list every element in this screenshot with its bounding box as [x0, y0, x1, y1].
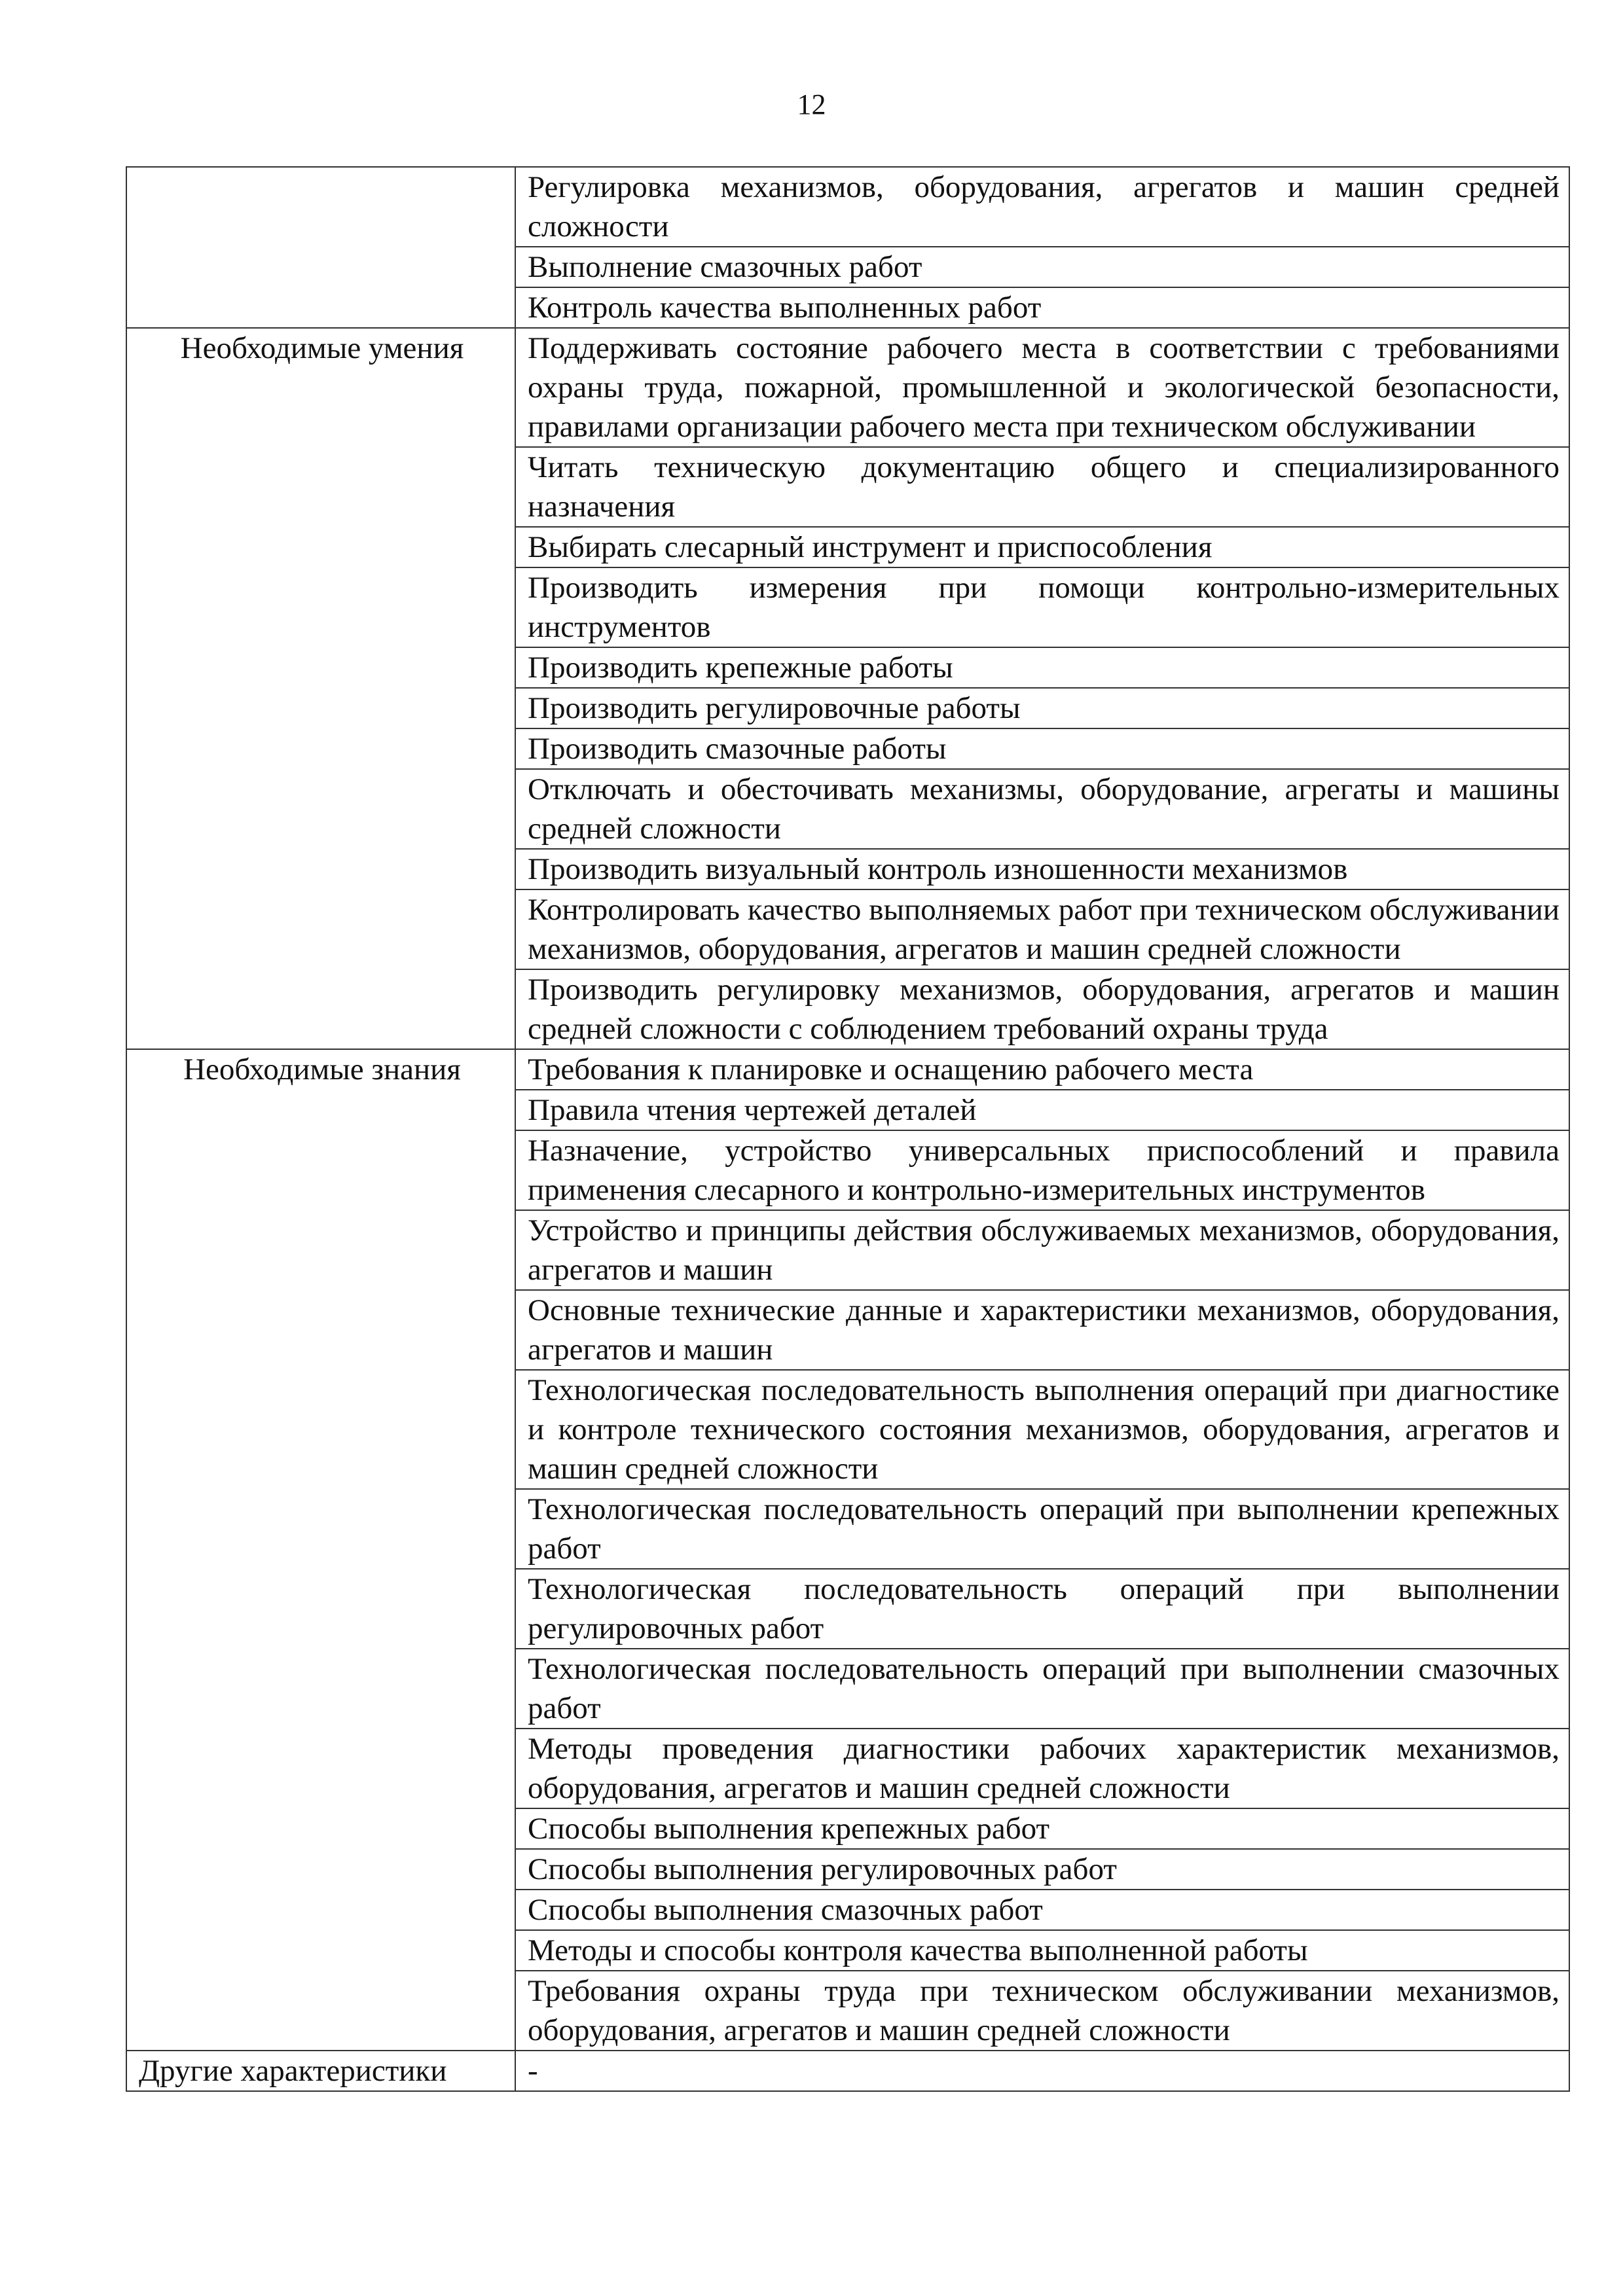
table-cell: -: [515, 2051, 1569, 2091]
table-cell: Способы выполнения регулировочных работ: [515, 1849, 1569, 1890]
row-label-other: Другие характеристики: [126, 2051, 515, 2091]
row-label-knowledge: Необходимые знания: [126, 1049, 515, 2051]
table-cell: Технологическая последовательность операций при выполнении регулировочных работ: [515, 1569, 1569, 1649]
table-cell: Технологическая последовательность операций при выполнении смазочных работ: [515, 1649, 1569, 1729]
table-cell: Способы выполнения смазочных работ: [515, 1890, 1569, 1930]
table-cell: Устройство и принципы действия обслуживаемых механизмов, оборудования, агрегатов и машин: [515, 1210, 1569, 1290]
table-row: [126, 167, 1569, 247]
table-cell: Производить смазочные работы: [515, 728, 1569, 769]
table-cell: Правила чтения чертежей деталей: [515, 1090, 1569, 1130]
row-label: [126, 167, 515, 328]
row-label-skills: Необходимые умения: [126, 328, 515, 1049]
table-cell: Назначение, устройство универсальных приспособлений и правила применения слесарного и контрольно-измерительных инструментов: [515, 1130, 1569, 1210]
table-cell: Требования к планировке и оснащению рабочего места: [515, 1049, 1569, 1090]
table-row: [126, 2051, 1569, 2091]
table-cell: Методы и способы контроля качества выполненной работы: [515, 1930, 1569, 1971]
table-cell: Производить крепежные работы: [515, 647, 1569, 688]
table-cell: Производить измерения при помощи контрольно-измерительных инструментов: [515, 567, 1569, 647]
table-cell: Отключать и обесточивать механизмы, оборудование, агрегаты и машины средней сложности: [515, 769, 1569, 849]
table-row: [126, 328, 1569, 447]
table-cell: Методы проведения диагностики рабочих характеристик механизмов, оборудования, агрегатов и машин средней сложности: [515, 1729, 1569, 1808]
table-cell: Контролировать качество выполняемых работ при техническом обслуживании механизмов, оборудования, агрегатов и машин средней сложности: [515, 889, 1569, 969]
table-cell: Выбирать слесарный инструмент и приспособления: [515, 527, 1569, 567]
table-cell: Требования охраны труда при техническом обслуживании механизмов, оборудования, агрегатов и машин средней сложности: [515, 1971, 1569, 2051]
table-cell: Технологическая последовательность операций при выполнении крепежных работ: [515, 1489, 1569, 1569]
table-cell: Способы выполнения крепежных работ: [515, 1808, 1569, 1849]
table-cell: Регулировка механизмов, оборудования, агрегатов и машин средней сложности: [515, 167, 1569, 247]
requirements-table: [126, 166, 1570, 2092]
table-cell: Поддерживать состояние рабочего места в соответствии с требованиями охраны труда, пожарной, промышленной и экологической безопасности, правилами организации рабочего места при техническом обслуживании: [515, 328, 1569, 447]
table-cell: Производить визуальный контроль изношенности механизмов: [515, 849, 1569, 889]
table-cell: Основные технические данные и характеристики механизмов, оборудования, агрегатов и машин: [515, 1290, 1569, 1370]
table-cell: Выполнение смазочных работ: [515, 247, 1569, 287]
table-cell: Технологическая последовательность выполнения операций при диагностике и контроле технического состояния механизмов, оборудования, агрегатов и машин средней сложности: [515, 1370, 1569, 1489]
page-number: 12: [797, 88, 826, 120]
table-cell: Читать техническую документацию общего и специализированного назначения: [515, 447, 1569, 527]
table-cell: Контроль качества выполненных работ: [515, 287, 1569, 328]
table-cell: Производить регулировку механизмов, оборудования, агрегатов и машин средней сложности с соблюдением требований охраны труда: [515, 969, 1569, 1049]
table-cell: Производить регулировочные работы: [515, 688, 1569, 728]
table-row: [126, 1049, 1569, 1090]
